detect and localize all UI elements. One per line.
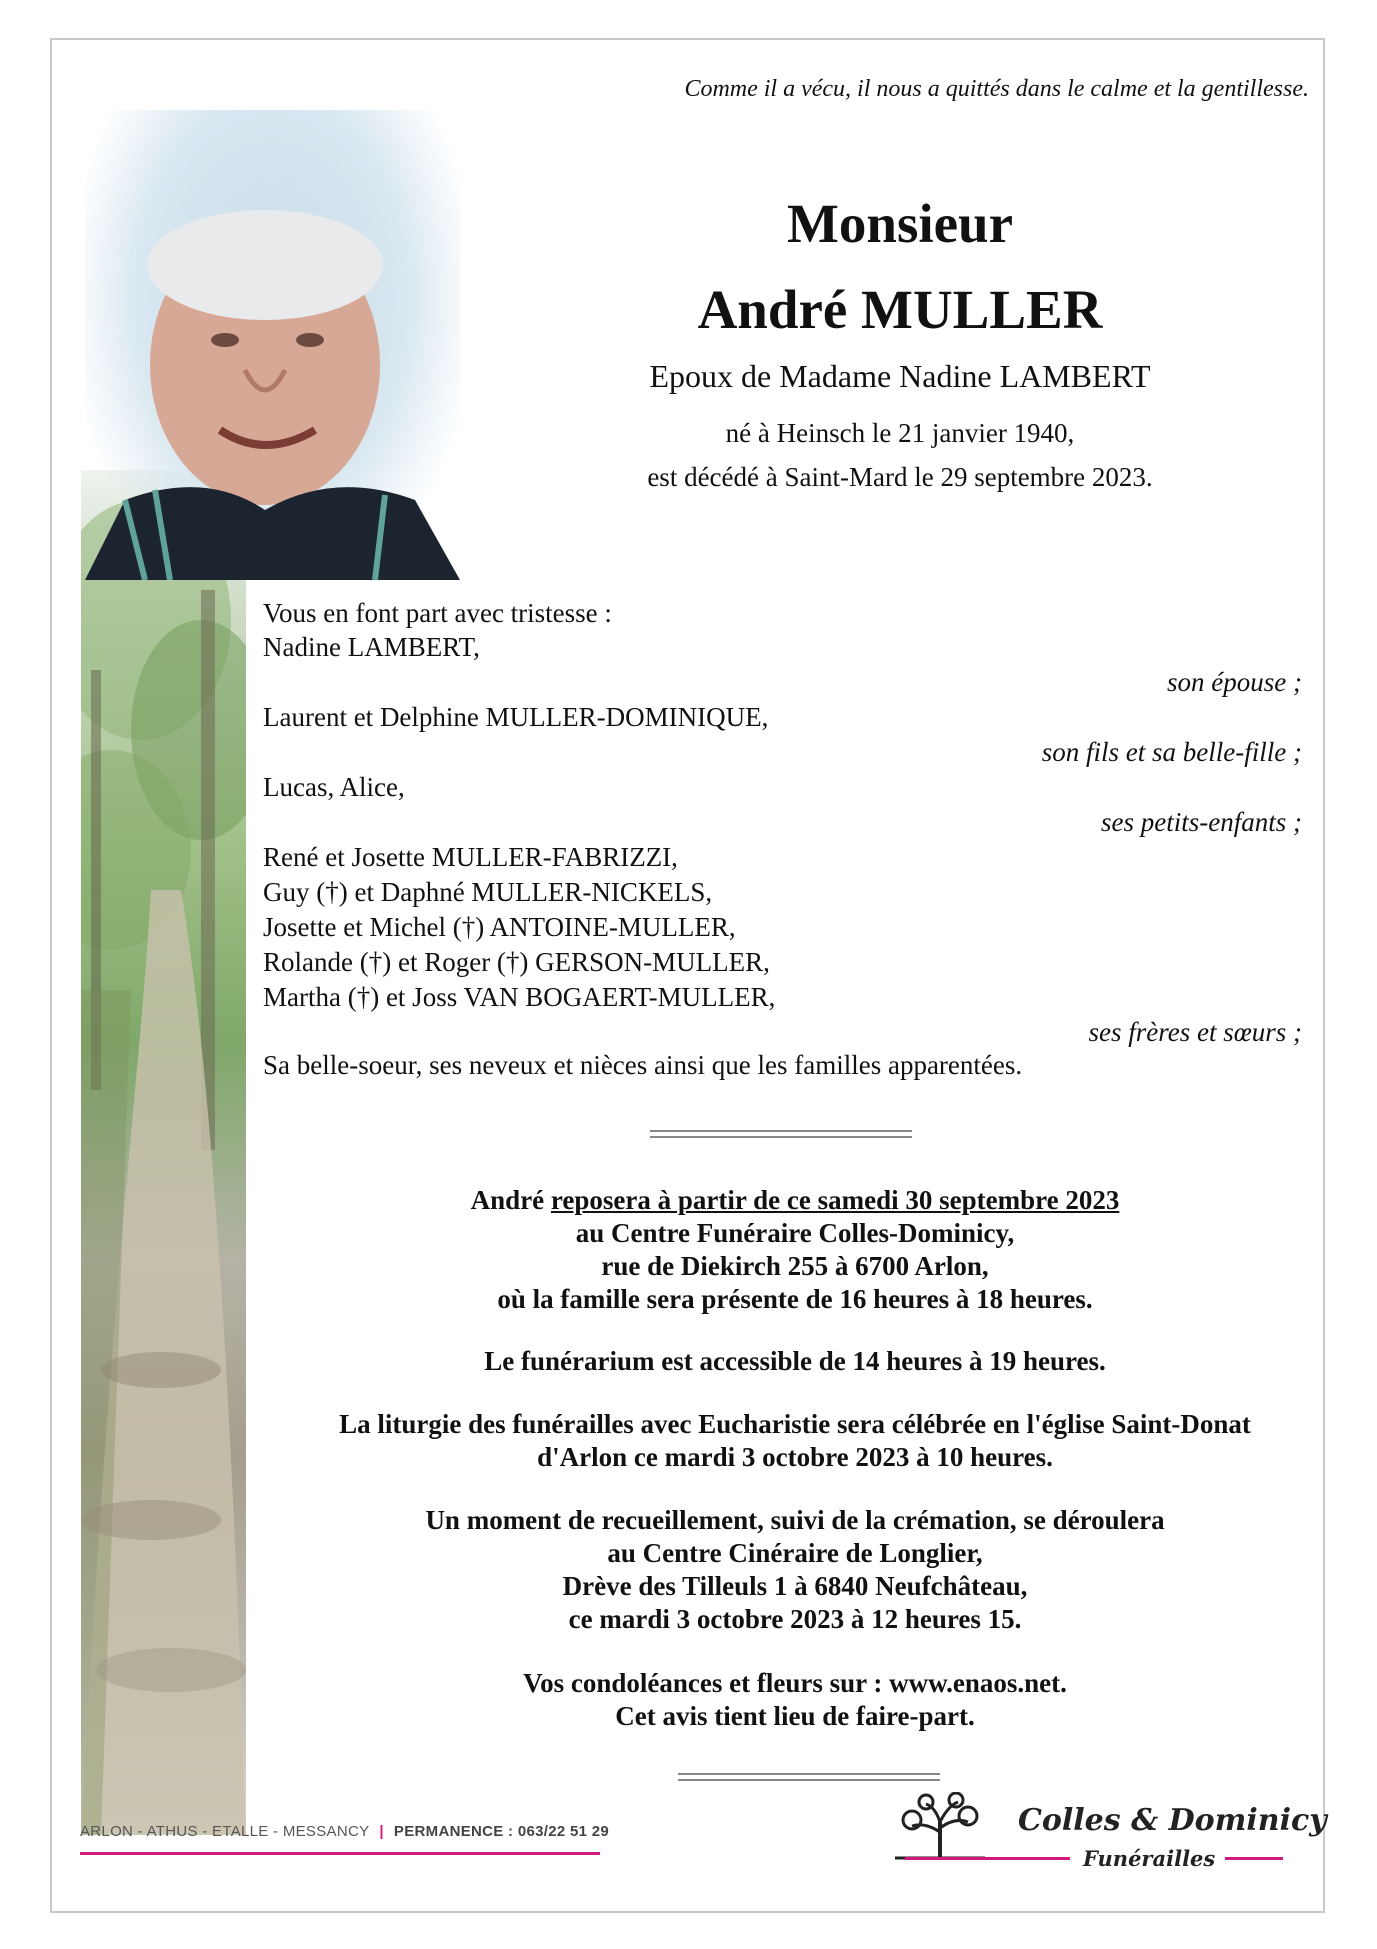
rest-date: reposera à partir de ce samedi 30 septembre 2023 <box>550 1185 1120 1215</box>
family-role: ses frères et sœurs ; <box>1088 1017 1302 1047</box>
divider <box>678 1773 940 1781</box>
condolences-line: Vos condoléances et fleurs sur : www.enaos.net. <box>523 1668 1067 1698</box>
rest-line-4: où la famille sera présente de 16 heures à 18 heures. <box>497 1284 1093 1314</box>
family-name: Nadine LAMBERT, <box>263 632 480 662</box>
sibling-name: René et Josette MULLER-FABRIZZI, <box>263 842 678 872</box>
rest-line-2: au Centre Funéraire Colles-Dominicy, <box>575 1218 1015 1248</box>
liturgy-line-1: La liturgie des funérailles avec Eucharistie sera célébrée en l'église Saint-Donat <box>339 1409 1251 1439</box>
footer-separator: | <box>379 1823 384 1840</box>
notice-line: Cet avis tient lieu de faire-part. <box>615 1701 975 1731</box>
sibling-name: Josette et Michel (†) ANTOINE-MULLER, <box>263 912 736 942</box>
divider <box>650 1130 912 1138</box>
footer-info <box>80 1823 609 1840</box>
sibling-name: Martha (†) et Joss VAN BOGAERT-MULLER, <box>263 982 776 1012</box>
family-name: Lucas, Alice, <box>263 772 405 802</box>
family-name: Laurent et Delphine MULLER-DOMINIQUE, <box>263 702 769 732</box>
cremation-line-1: Un moment de recueillement, suivi de la crémation, se déroulera <box>425 1505 1165 1535</box>
extended-family: Sa belle-soeur, ses neveux et nièces ainsi que les familles apparentées. <box>263 1050 1023 1080</box>
family-role: ses petits-enfants ; <box>1101 807 1302 837</box>
sibling-name: Guy (†) et Daphné MULLER-NICKELS, <box>263 877 713 907</box>
tree-logo-icon <box>890 1792 990 1862</box>
rest-line-3: rue de Diekirch 255 à 6700 Arlon, <box>601 1251 989 1281</box>
family-intro: Vous en font part avec tristesse : <box>263 598 612 628</box>
death-line: est décédé à Saint-Mard le 29 septembre 2023. <box>647 462 1153 492</box>
company-logo-name: Colles & Dominicy <box>1018 1803 1327 1838</box>
spouse-line: Epoux de Madame Nadine LAMBERT <box>649 358 1151 394</box>
epigraph: Comme il a vécu, il nous a quittés dans le calme et la gentillesse. <box>684 76 1309 102</box>
deceased-name: André MULLER <box>697 279 1103 340</box>
cremation-line-3: Drève des Tilleuls 1 à 6840 Neufchâteau, <box>562 1571 1028 1601</box>
cremation-line-2: au Centre Cinéraire de Longlier, <box>607 1538 983 1568</box>
logo-accent-line-left <box>905 1857 1070 1860</box>
forest-path-image <box>81 470 246 1835</box>
family-role: son épouse ; <box>1167 667 1302 697</box>
birth-line: né à Heinsch le 21 janvier 1940, <box>725 418 1075 448</box>
footer-accent-line <box>80 1852 600 1855</box>
cremation-line-4: ce mardi 3 octobre 2023 à 12 heures 15. <box>568 1604 1022 1634</box>
family-role: son fils et sa belle-fille ; <box>1041 737 1302 767</box>
rest-line-1 <box>270 1185 1320 1216</box>
footer-permanence: PERMANENCE : 063/22 51 29 <box>393 1823 609 1840</box>
access-hours: Le funérarium est accessible de 14 heures à 19 heures. <box>484 1346 1106 1376</box>
liturgy-line-2: d'Arlon ce mardi 3 octobre 2023 à 10 heures. <box>537 1442 1053 1472</box>
honorific: Monsieur <box>786 193 1014 254</box>
logo-accent-line-right <box>1225 1857 1283 1860</box>
sibling-name: Rolande (†) et Roger (†) GERSON-MULLER, <box>263 947 770 977</box>
portrait-photo <box>85 110 460 580</box>
company-logo-subtitle: Funérailles <box>1083 1846 1216 1871</box>
footer-locations: ARLON - ATHUS - ETALLE - MESSANCY <box>80 1823 370 1840</box>
rest-name: André <box>470 1185 545 1215</box>
